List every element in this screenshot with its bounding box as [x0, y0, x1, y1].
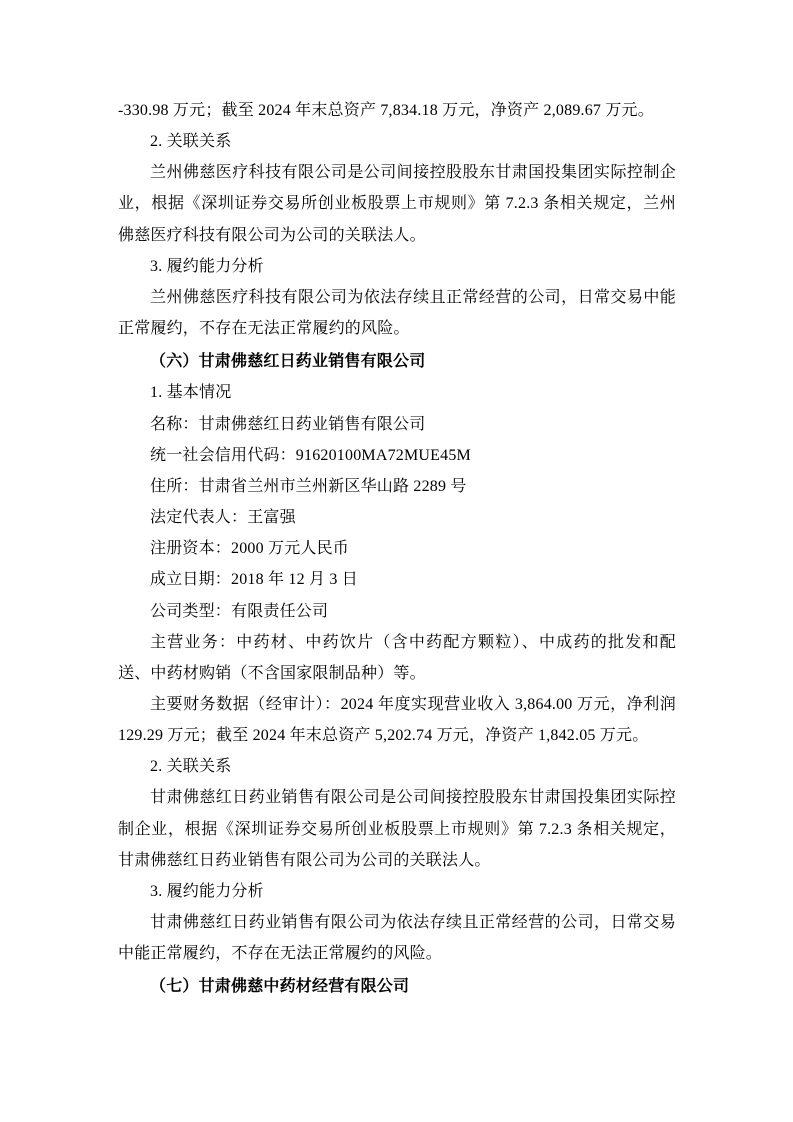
paragraph-related-relationship-2: 甘肃佛慈红日药业销售有限公司是公司间接控股股东甘肃国投集团实际控制企业，根据《深圳证券交易所创业板股票上市规则》第 7.2.3 条相关规定，甘肃佛慈红日药业销售有限公司为公司的关联法人。 [118, 789, 676, 869]
section-heading-six: （六）甘肃佛慈红日药业销售有限公司 [150, 353, 426, 371]
field-company-type: 公司类型：有限责任公司 [150, 602, 329, 620]
field-address: 住所：甘肃省兰州市兰州新区华山路 2289 号 [150, 477, 467, 495]
paragraph-performance-analysis-1: 兰州佛慈医疗科技有限公司为依法存续且正常经营的公司，日常交易中能正常履约，不存在无法正常履约的风险。 [118, 288, 676, 338]
subheading-related-relationship-1: 2. 关联关系 [150, 133, 232, 151]
field-company-name: 名称：甘肃佛慈红日药业销售有限公司 [150, 415, 426, 433]
section-heading-seven: （七）甘肃佛慈中药材经营有限公司 [150, 978, 410, 996]
subheading-performance-analysis-2: 3. 履约能力分析 [150, 882, 264, 900]
paragraph-financial-summary: 主要财务数据（经审计）：2024 年度实现营业收入 3,864.00 万元，净利润 129.29 万元；截至 2024 年末总资产 5,202.74 万元，净资产 1,842.05 万元。 [118, 695, 676, 745]
field-legal-representative: 法定代表人：王富强 [150, 509, 296, 527]
field-credit-code: 统一社会信用代码：91620100MA72MUE45M [150, 446, 471, 464]
subheading-basic-info: 1. 基本情况 [150, 384, 232, 402]
subheading-related-relationship-2: 2. 关联关系 [150, 758, 232, 776]
field-establishment-date: 成立日期：2018 年 12 月 3 日 [150, 571, 359, 589]
paragraph-related-relationship-1: 兰州佛慈医疗科技有限公司是公司间接控股股东甘肃国投集团实际控制企业，根据《深圳证券交易所创业板股票上市规则》第 7.2.3 条相关规定，兰州佛慈医疗科技有限公司为公司的关联法人。 [118, 164, 676, 244]
paragraph-performance-analysis-2: 甘肃佛慈红日药业销售有限公司为依法存续且正常经营的公司，日常交易中能正常履约，不存在无法正常履约的风险。 [118, 914, 676, 963]
field-registered-capital: 注册资本：2000 万元人民币 [150, 540, 350, 558]
paragraph-main-business: 主营业务：中药材、中药饮片（含中药配方颗粒）、中成药的批发和配送、中药材购销（不含国家限制品种）等。 [118, 633, 676, 682]
subheading-performance-analysis-1: 3. 履约能力分析 [150, 257, 264, 275]
paragraph-financial-data-continuation: -330.98 万元；截至 2024 年末总资产 7,834.18 万元，净资产 2,089.67 万元。 [118, 102, 654, 119]
